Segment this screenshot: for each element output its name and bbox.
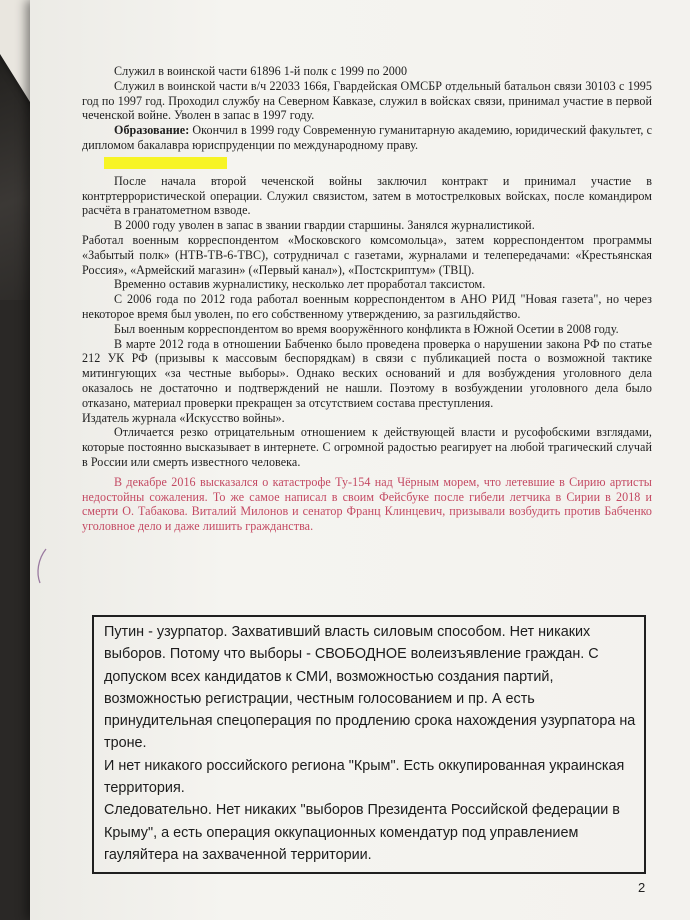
education-text: Окончил в 1999 году Современную гуманитарную академию, юридический факультет, с дипломом бакалавра юриспруденции по международному праву. <box>82 123 652 152</box>
service-line-2: Служил в воинской части в/ч 22033 166я, Гвардейская ОМСБР отдельный батальон связи 30103 с 1995 год по 1997 год. Проходил службу на Северном Кавказе, служил в войсках связи, принимал участие в первой чеченской войне. Уволен в запас в 1997 году. <box>82 78 652 123</box>
statement-paragraph-2: И нет никакого российского региона "Крым". Есть оккупированная украинская территория. <box>104 757 625 797</box>
paragraph-correspondent: Работал военным корреспондентом «Московского комсомольца», затем корреспондентом программы «Забытый полк» (НТВ-ТВ-6-ТВС), сотрудничал с газетами, журналами и телепередачами: «Крестьянская Россия», «Армейский магазин» («Первый канал»), «Постскриптум» (ТВЦ). <box>82 232 652 277</box>
education-paragraph <box>82 123 652 153</box>
paragraph-taxi: Временно оставив журналистику, несколько лет проработал таксистом. <box>114 277 486 292</box>
page-number: 2 <box>638 880 646 895</box>
paragraph-publisher: Издатель журнала «Искусство войны». <box>82 410 285 425</box>
statement-paragraph-3: Следовательно. Нет никаких "выборов Президента Российской федерации в Крыму", а есть операция оккупационных комендатур под управлением гауляйтера на захваченной территории. <box>104 802 620 863</box>
handwritten-margin-mark-icon <box>30 545 60 585</box>
paragraph-novaya-gazeta: С 2006 года по 2012 года работал военным корреспондентом в АНО РИД "Новая газета", но через некоторое время был уволен, по его собственному утверждению, за разгильдяйство. <box>82 292 652 321</box>
yellow-redaction-highlight <box>104 157 227 169</box>
statement-paragraph-1: Путин - узурпатор. Захвативший власть силовым способом. Нет никаких выборов. Потому что выборы - СВОБОДНОЕ волеизъявление граждан. С допуском всех кандидатов к СМИ, возможностью создания партий, возможностью регистрации, честным голосованием и пр. А есть принудительная спецоперация по продлению срока нахождения узурпатора на троне. <box>104 624 636 752</box>
quoted-statement-box <box>92 615 646 874</box>
service-line-1: Служил в воинской части 61896 1-й полк с 1999 по 2000 <box>114 64 408 78</box>
paragraph-chechen-war: После начала второй чеченской войны заключил контракт и принимал участие в контртеррористической операции. Служил связистом, затем в мотострелковых войсках, после командиром расчёта в гранатометном взводе. <box>82 173 652 218</box>
education-label: Образование: <box>114 123 190 138</box>
paragraph-check-2012: В марте 2012 года в отношении Бабченко было проведена проверка о нарушении закона РФ по статье 212 УК РФ (призывы к массовым беспорядкам) в связи с публикацией поста о возможной тактике митингующих «за честные выборы». Однако веских оснований и для возбуждения уголовного дела оказалось не достаточно и подтверждений не нашли. Поэтому в возбуждении уголовного дела было отказано, материал проверки прекращен за отсутствием состава преступления. <box>82 336 652 410</box>
paragraph-red-tu154: В декабре 2016 высказался о катастрофе Ту-154 над Чёрным морем, что летевшие в Сирию артисты недостойны сожаления. То же самое написал в своим Фейсбуке после гибели летчика в Сирии в 2018 и смерти О. Табакова. Виталий Милонов и сенатор Франц Клинцевич, призывали возбудить против Бабченко уголовное дело и даже лишить гражданства. <box>82 474 652 534</box>
paragraph-south-ossetia: Был военным корреспондентом во время вооружённого конфликта в Южной Осетии в 2008 году. <box>114 321 619 336</box>
paragraph-reserve-2000: В 2000 году уволен в запас в звании гвардии старшины. Занялся журналистикой. <box>114 218 535 233</box>
paragraph-attitude: Отличается резко отрицательным отношением к действующей власти и русофобскими взглядами, которые постоянно высказывает в интернете. С огромной радостью реагирует на любой трагический случай в России или смерть известного человека. <box>82 425 652 469</box>
document-page <box>30 0 690 920</box>
document-body <box>82 64 652 534</box>
